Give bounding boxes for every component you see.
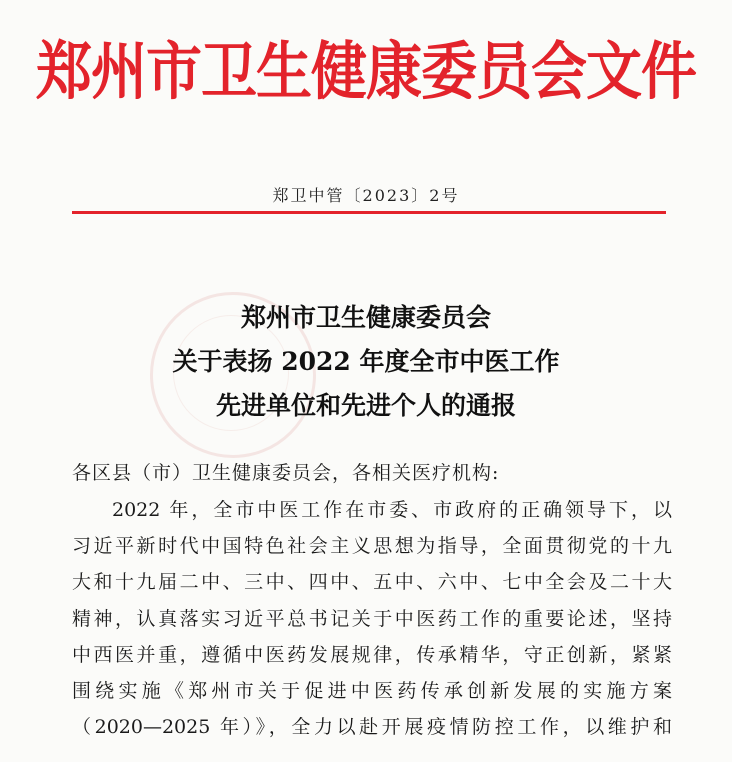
document-header-title: 郑州市卫生健康委员会文件	[36, 35, 696, 109]
document-number: 郑卫中管〔2023〕2号	[272, 186, 460, 205]
red-divider-line	[72, 211, 666, 214]
body-line: 围绕实施《郑州市关于促进中医药传承创新发展的实施方案	[72, 679, 672, 702]
body-line: 2022 年，全市中医工作在市委、市政府的正确领导下，以	[112, 499, 672, 521]
notice-title	[0, 296, 732, 428]
body-line: （2020—2025 年）》，全力以赴开展疫情防控工作，以维护和	[72, 716, 672, 739]
notice-title-line-3: 先进单位和先进个人的通报	[215, 391, 516, 420]
body-line: 大和十九届二中、三中、四中、五中、六中、七中全会及二十大	[72, 571, 672, 594]
notice-title-line-1: 郑州市卫生健康委员会	[240, 303, 491, 332]
addressee-line: 各区县（市）卫生健康委员会，各相关医疗机构:	[72, 462, 500, 484]
notice-title-line-2: 关于表扬 2022 年度全市中医工作	[172, 347, 560, 376]
body-paragraph	[72, 492, 672, 745]
body-line: 精神，认真落实习近平总书记关于中医药工作的重要论述，坚持	[72, 607, 672, 630]
body-line: 中西医并重，遵循中医药发展规律，传承精华，守正创新，紧紧	[72, 643, 672, 666]
body-line: 习近平新时代中国特色社会主义思想为指导，全面贯彻党的十九	[72, 535, 672, 558]
